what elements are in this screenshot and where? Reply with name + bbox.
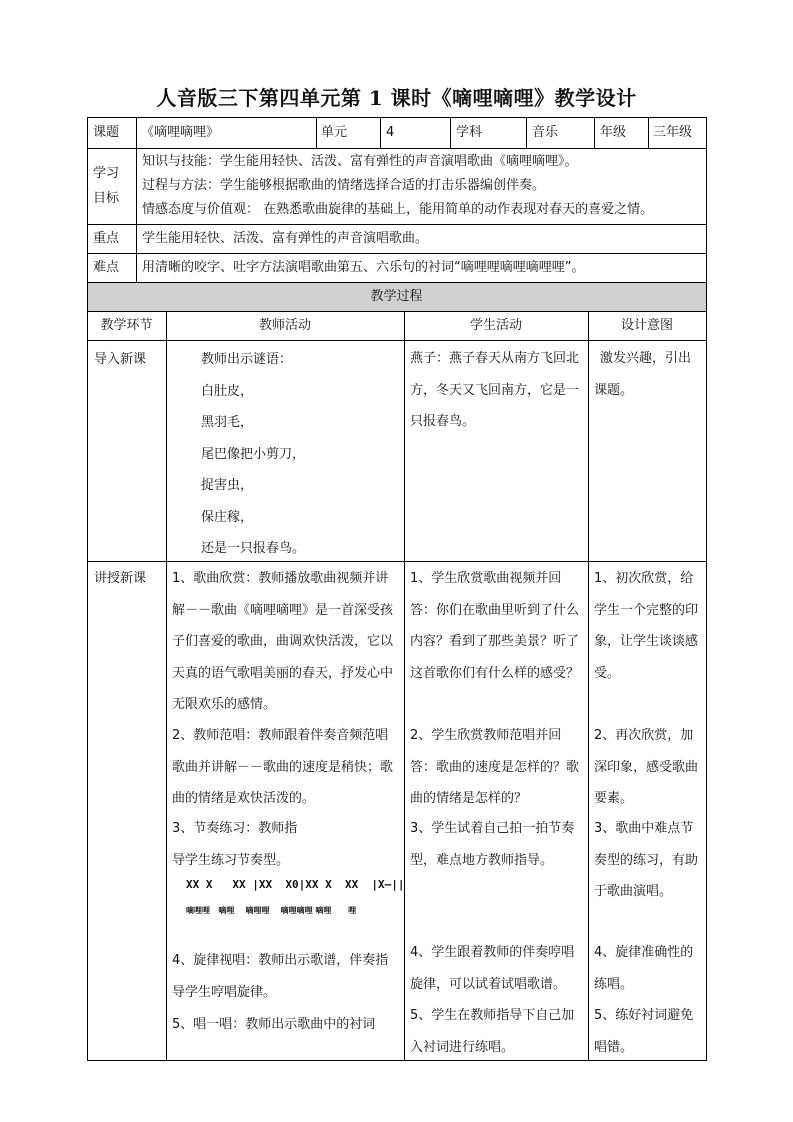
goal-knowledge: 知识与技能：学生能用轻快、活泼、富有弹性的声音演唱歌曲《嘀哩嘀哩》。 xyxy=(142,154,578,169)
teacher-step-1: 1、歌曲欣赏：教师播放歌曲视频并讲解－－歌曲《嘀哩嘀哩》是一首深受孩子们喜爱的歌曲，曲调欢快活泼，它以天真的语气歌唱美丽的春天，抒发心中无限欢乐的感情。 xyxy=(172,571,394,712)
grade-label: 年级 xyxy=(600,125,627,140)
page-title: 人音版三下第四单元第 1 课时《嘀哩嘀哩》教学设计 xyxy=(156,86,637,110)
unit-label: 单元 xyxy=(321,125,348,140)
intro-stage: 导入新课 xyxy=(94,352,147,367)
subject-label: 学科 xyxy=(456,125,483,140)
student-step-3: 3、学生试着自己拍一拍节奏型，难点地方教师指导。 xyxy=(410,821,575,868)
goals-label-1: 学习 xyxy=(93,166,120,181)
topic-value: 《嘀哩嘀哩》 xyxy=(141,125,220,140)
riddle-line: 教师出示谜语： xyxy=(201,352,293,367)
difficulty-label: 难点 xyxy=(93,260,120,275)
unit-value: 4 xyxy=(386,125,395,140)
process-header: 教学过程 xyxy=(370,289,423,304)
student-step-5: 5、学生在教师指导下自己加入衬词进行练唱。 xyxy=(410,1008,575,1055)
teacher-step-2: 2、教师范唱：教师跟着伴奏音频范唱歌曲并讲解－－歌曲的速度是稍快；歌曲的情绪是欢快活泼的。 xyxy=(172,728,394,806)
intent-step-4: 4、旋律准确性的练唱。 xyxy=(594,945,694,992)
riddle-line: 捉害虫， xyxy=(201,478,254,493)
topic-label: 课题 xyxy=(93,125,120,140)
rhythm-syllables: 嘀哩哩 嘀哩 嘀哩哩 嘀哩嘀哩 嘀哩 哩 xyxy=(186,906,357,915)
intent-step-1: 1、初次欣赏，给学生一个完整的印象，让学生谈谈感受。 xyxy=(594,571,699,681)
key-point-label: 重点 xyxy=(93,231,120,246)
teacher-step-5: 5、唱一唱：教师出示歌曲中的衬词 xyxy=(172,1017,376,1032)
subject-value: 音乐 xyxy=(532,125,559,140)
intent-step-2: 2、再次欣赏，加深印象，感受歌曲要素。 xyxy=(594,728,699,806)
teacher-step-3: 3、节奏练习：教师指导学生练习节奏型。 xyxy=(172,821,298,868)
lesson-stage: 讲授新课 xyxy=(94,571,147,586)
student-step-2: 2、学生欣赏教师范唱并回答：歌曲的速度是怎样的？歌曲的情绪是怎样的？ xyxy=(410,728,580,806)
riddle-line: 保庄稼， xyxy=(201,510,254,525)
riddle-line: 尾巴像把小剪刀， xyxy=(201,447,306,462)
col-header-student: 学生活动 xyxy=(469,318,522,333)
riddle-line: 黑羽毛， xyxy=(201,415,254,430)
rhythm-notation: XX X XX |XX X0|XX X XX |X—|| xyxy=(186,878,405,891)
goal-process: 过程与方法：学生能够根据歌曲的情绪选择合适的打击乐器编创伴奏。 xyxy=(142,178,546,193)
intent-step-5: 5、练好衬词避免唱错。 xyxy=(594,1008,694,1055)
student-step-1: 1、学生欣赏歌曲视频并回答：你们在歌曲里听到了什么内容？看到了那些美景？听了这首歌你们有什么样的感受？ xyxy=(410,571,580,681)
intro-student-activity: 燕子：燕子春天从南方飞回北方，冬天又飞回南方，它是一只报春鸟。 xyxy=(410,351,580,429)
intent-step-3: 3、歌曲中难点节奏型的练习，有助于歌曲演唱。 xyxy=(594,821,699,899)
difficulty-text: 用清晰的咬字、吐字方法演唱歌曲第五、六乐句的衬词“嘀哩哩嘀哩嘀哩哩”。 xyxy=(142,260,585,275)
col-header-intent: 设计意图 xyxy=(620,318,673,333)
key-point-text: 学生能用轻快、活泼、富有弹性的声音演唱歌曲。 xyxy=(142,231,429,246)
student-step-4: 4、学生跟着教师的伴奏哼唱旋律，可以试着试唱歌谱。 xyxy=(410,945,575,992)
teacher-step-4: 4、旋律视唱：教师出示歌谱，伴奏指导学生哼唱旋律。 xyxy=(172,953,389,1000)
riddle-line: 白肚皮， xyxy=(201,384,254,399)
goals-label-2: 目标 xyxy=(93,191,120,206)
riddle-line: 还是一只报春鸟。 xyxy=(201,541,306,556)
col-header-teacher: 教师活动 xyxy=(258,318,311,333)
col-header-stage: 教学环节 xyxy=(100,318,153,333)
goal-emotion: 情感态度与价值观： 在熟悉歌曲旋律的基础上，能用简单的动作表现对春天的喜爱之情。 xyxy=(142,202,654,217)
intro-intent: 激发兴趣，引出课题。 xyxy=(594,351,692,398)
grade-value: 三年级 xyxy=(653,125,693,140)
